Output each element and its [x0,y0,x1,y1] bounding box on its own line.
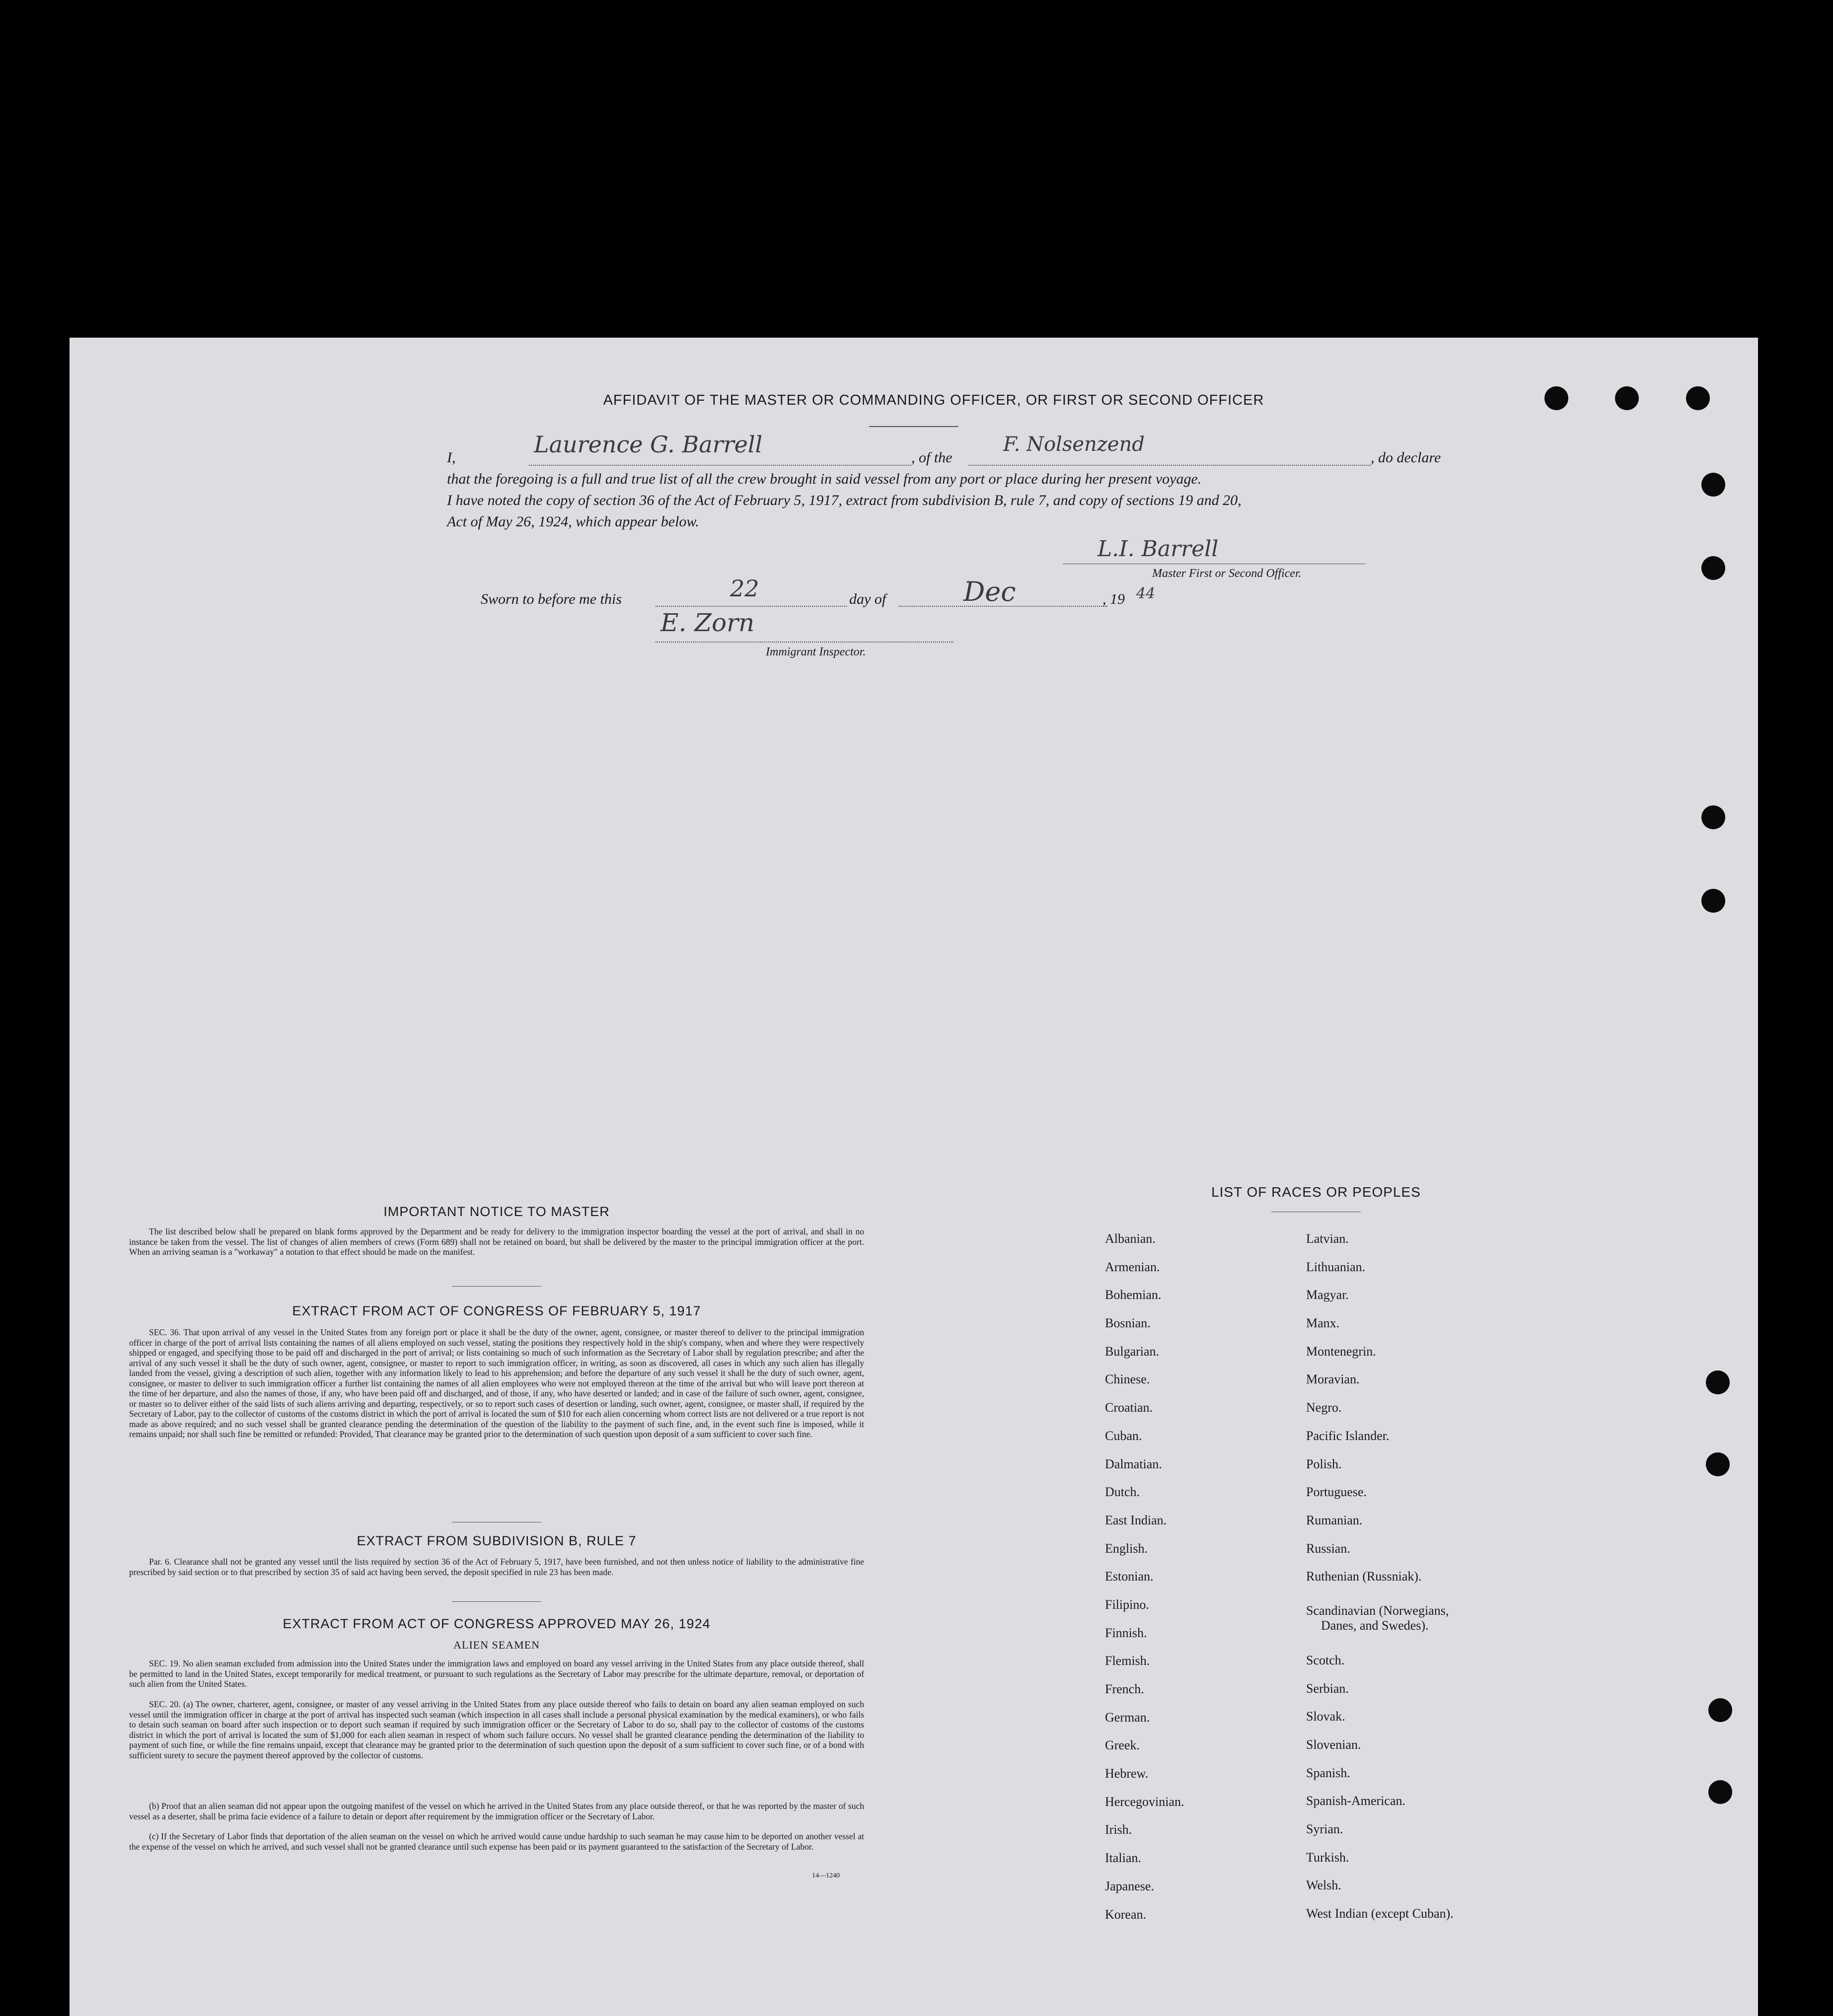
affidavit-line-3: I have noted the copy of section 36 of the Act of February 5, 1917, extract from subdivision B, rule 7, and copy of sections 19 and 20, [447,492,1242,508]
punch-hole [1701,805,1725,829]
inspector-blank-line [656,642,953,643]
document-page [70,338,1758,2016]
race-item: Slovak. [1306,1709,1345,1724]
vessel-name-handwritten: F. Nolsenzend [1003,433,1145,456]
sworn-month-handwritten: Dec [963,576,1016,607]
race-item: Irish. [1105,1822,1132,1837]
affidavit-line-4: Act of May 26, 1924, which appear below. [447,513,699,530]
affidavit-line-2: that the foregoing is a full and true list of all the crew brought in said vessel from any port or place during her present voyage. [447,471,1202,487]
act-1917-title: EXTRACT FROM ACT OF CONGRESS OF FEBRUARY 5, 1917 [292,1303,701,1318]
notice-title: IMPORTANT NOTICE TO MASTER [383,1204,610,1219]
punch-hole [1706,1452,1730,1476]
punch-hole [1544,386,1568,410]
races-right-column [1306,1231,1454,1935]
punch-hole [1686,386,1710,410]
act-1917-section-36: SEC. 36. That upon arrival of any vessel in the United States from any foreign port or place it shall be the duty of the owner, agent, consignee, or master thereof to deliver to the principal immigration officer in charge of the port of arrival lists containing the names of all aliens employed on such vessel, stating the positions they respectively hold in the ship's company, when and where they were respectively shipped or engaged, and specifying those to be paid off and discharged in the port of arrival; or lists containing so much of such information as the Secretary of Labor shall by regulation prescribe; and after the arrival of any such vessel it shall be the duty of such owner, agent, consignee, or master to report to such immigration officer, in writing, as soon as discovered, all cases in which any such alien has illegally landed from the vessel, giving a description of such alien, together with any information likely to lead to his apprehension; and before the departure of any such vessel it shall be the duty of such owner, agent, consignee, or master to deliver to such immigration officer a further list containing the names of all alien employees who were not employed thereon at the time of the arrival but who will leave port thereon at the time of her departure, and also the names of those, if any, who have been paid off and discharged, and of those, if any, who have deserted or landed; and in case of the failure of such owner, agent, consignee, or master so to deliver either of the said lists of such aliens arriving and departing, respectively, or so to report such cases of desertion or landing, such owner, agent, consignee, or master shall, if required by the Secretary of Labor, pay to the collector of customs of the customs district in which the port of arrival is located the sum of $10 for each alien concerning whom correct lists are not delivered or a true report is not made as above required; and no such vessel shall be granted clearance pending the determination of the question of the liability to the payment of such fine, and, in the event such fine is imposed, while it remains unpaid; nor shall such fine be remitted or refunded: Provided, That clearance may be granted prior to the determination of such question upon deposit of a sum sufficient to cover such fine. [129,1327,864,1439]
race-item: Dalmatian. [1105,1456,1162,1471]
race-item: Croatian. [1105,1400,1153,1415]
race-item: Greek. [1105,1738,1140,1753]
races-title: LIST OF RACES OR PEOPLES [1211,1184,1421,1200]
year-label: , 19 [1102,591,1125,607]
race-item: Syrian. [1306,1822,1343,1837]
race-item: Dutch. [1105,1485,1140,1500]
punch-hole [1615,386,1639,410]
act-1924-section-20b: (b) Proof that an alien seaman did not appear upon the outgoing manifest of the vessel on which he arrived in the United States from any place outside thereof, or that he was reported by the master of such vessel as a deserter, shall be prima facie evidence of a failure to detain or deport after requirement by the immigration officer or the Secretary of Labor. [129,1801,864,1821]
race-item: Flemish. [1105,1654,1150,1668]
race-item: Russian. [1306,1541,1350,1556]
master-name-handwritten: Laurence G. Barrell [534,431,763,458]
race-item: Bosnian. [1105,1316,1151,1331]
rule-7-title: EXTRACT FROM SUBDIVISION B, RULE 7 [357,1533,637,1548]
race-item: Ruthenian (Russniak). [1306,1569,1422,1584]
race-item: Slovenian. [1306,1737,1361,1752]
race-item: Chinese. [1105,1372,1150,1387]
race-item: Rumanian. [1306,1512,1363,1527]
inspector-signature: E. Zorn [660,608,755,637]
races-left-column [1105,1231,1184,1935]
race-item: Italian. [1105,1851,1141,1866]
race-item: Scotch. [1306,1653,1345,1667]
sworn-day-handwritten: 22 [730,575,759,602]
race-item: Montenegrin. [1306,1344,1376,1359]
divider [452,1286,541,1287]
race-item: Lithuanian. [1306,1259,1366,1274]
race-item: Hercegovinian. [1105,1794,1184,1809]
race-item: Scandinavian (Norwegians, [1306,1603,1449,1618]
race-item: German. [1105,1710,1150,1725]
race-item: Cuban. [1105,1428,1142,1443]
punch-hole [1701,889,1725,913]
race-item: Turkish. [1306,1850,1349,1865]
race-item: French. [1105,1682,1144,1696]
race-item: Manx. [1306,1316,1340,1331]
vessel-blank-line [968,465,1371,466]
sworn-label: Sworn to before me this [481,591,622,607]
race-item: Korean. [1105,1907,1147,1922]
race-item: Albanian. [1105,1231,1156,1246]
race-item: Filipino. [1105,1597,1149,1612]
act-1924-section-20c: (c) If the Secretary of Labor finds that deportation of the alien seaman on the vessel on which he arrived would cause undue hardship to such seaman he may cause him to be deported on another vessel at the expense of the vessel on which he arrived, and such vessel shall not be granted clearance until such expense has been paid or its payment guaranteed to the satisfaction of the Secretary of Labor. [129,1831,864,1852]
punch-hole [1701,556,1725,580]
affidavit-declare-label: , do declare [1371,449,1441,466]
affidavit-i-label: I, [447,449,456,466]
race-item: Pacific Islander. [1306,1428,1390,1443]
punch-hole [1708,1698,1732,1722]
punch-hole [1708,1780,1732,1804]
inspector-caption: Immigrant Inspector. [766,646,866,658]
act-1924-subtitle: ALIEN SEAMEN [453,1639,540,1651]
act-1924-section-19: SEC. 19. No alien seaman excluded from admission into the United States under the immigration laws and employed on board any vessel arriving in the United States from any place outside thereof, shall be permitted to land in the United States, except temporarily for medical treatment, or pursuant to such regulations as the Secretary of Labor may prescribe for the ultimate departure, removal, or deportation of such alien from the United States. [129,1658,864,1689]
race-item: Bulgarian. [1105,1344,1160,1359]
race-item: Danes, and Swedes). [1321,1618,1429,1633]
race-item: East Indian. [1105,1512,1167,1527]
race-item: Latvian. [1306,1231,1349,1246]
day-blank-line [656,606,847,607]
divider [869,426,958,427]
race-item: Japanese. [1105,1878,1154,1893]
race-item: West Indian (except Cuban). [1306,1906,1454,1921]
race-item: Serbian. [1306,1681,1349,1696]
master-signature: L.I. Barrell [1098,536,1219,562]
race-item: Welsh. [1306,1878,1341,1893]
form-number: 14—1240 [812,1872,840,1879]
race-item: Spanish-American. [1306,1794,1406,1808]
race-item: Portuguese. [1306,1485,1367,1500]
race-item: Hebrew. [1105,1766,1149,1781]
punch-hole [1701,473,1725,497]
race-item: Spanish. [1306,1765,1350,1780]
race-item: Moravian. [1306,1372,1360,1387]
race-item: Armenian. [1105,1259,1160,1274]
notice-text: The list described below shall be prepared on blank forms approved by the Department and be ready for delivery to the immigration inspector boarding the vessel at the port of arrival, and shall in no instance be taken from the vessel. The list of changes of alien members of crews (Form 689) shall not be retained on board, but shall be delivered by the master to the principal immigration officer at the port. When an arriving seaman is a "workaway" a notation to that effect should be made on the manifest. [129,1226,864,1257]
race-item: Estonian. [1105,1569,1154,1584]
affidavit-title: AFFIDAVIT OF THE MASTER OR COMMANDING OFFICER, OR FIRST OR SECOND OFFICER [603,392,1264,408]
sworn-year-handwritten: 44 [1136,585,1156,602]
race-item: English. [1105,1541,1148,1556]
day-of-label: day of [849,591,886,607]
officer-caption: Master First or Second Officer. [1152,567,1302,580]
race-item: Magyar. [1306,1288,1349,1302]
divider [452,1601,541,1602]
affidavit-of-the-label: , of the [911,449,953,466]
race-item: Finnish. [1105,1625,1147,1640]
race-item: Bohemian. [1105,1288,1162,1302]
act-1924-title: EXTRACT FROM ACT OF CONGRESS APPROVED MAY 26, 1924 [283,1616,711,1631]
race-item: Polish. [1306,1456,1342,1471]
name-blank-line [529,465,911,466]
rule-7-text: Par. 6. Clearance shall not be granted any vessel until the lists required by section 36 of the Act of February 5, 1917, have been furnished, and not then unless notice of liability to the administrative fine prescribed by said section or to that prescribed by section 35 of said act having been served, the deposit specified in rule 23 has been made. [129,1557,864,1577]
act-1924-section-20a: SEC. 20. (a) The owner, charterer, agent, consignee, or master of any vessel arriving in the United States from any place outside thereof who fails to detain on board any alien seaman employed on such vessel until the immigration officer in charge at the port of arrival has inspected such seaman (which inspection in all cases shall include a personal physical examination by the medical examiners), or who fails to detain such seaman on board after such inspection or to deport such seaman if required by such immigration officer or the Secretary of Labor to do so, shall pay to the collector of customs of the customs district in which the port of arrival is located the sum of $1,000 for each alien seaman in respect of whom such failure occurs. No vessel shall be granted clearance pending the determination of the liability to payment of such fine, or while the fine remains unpaid, except that clearance may be granted prior to the determination of such question upon the deposit of a sum sufficient to cover such fine, or of a bond with sufficient surety to secure the payment thereof approved by the collector of customs. [129,1699,864,1760]
punch-hole [1706,1370,1730,1394]
race-item: Negro. [1306,1400,1342,1415]
